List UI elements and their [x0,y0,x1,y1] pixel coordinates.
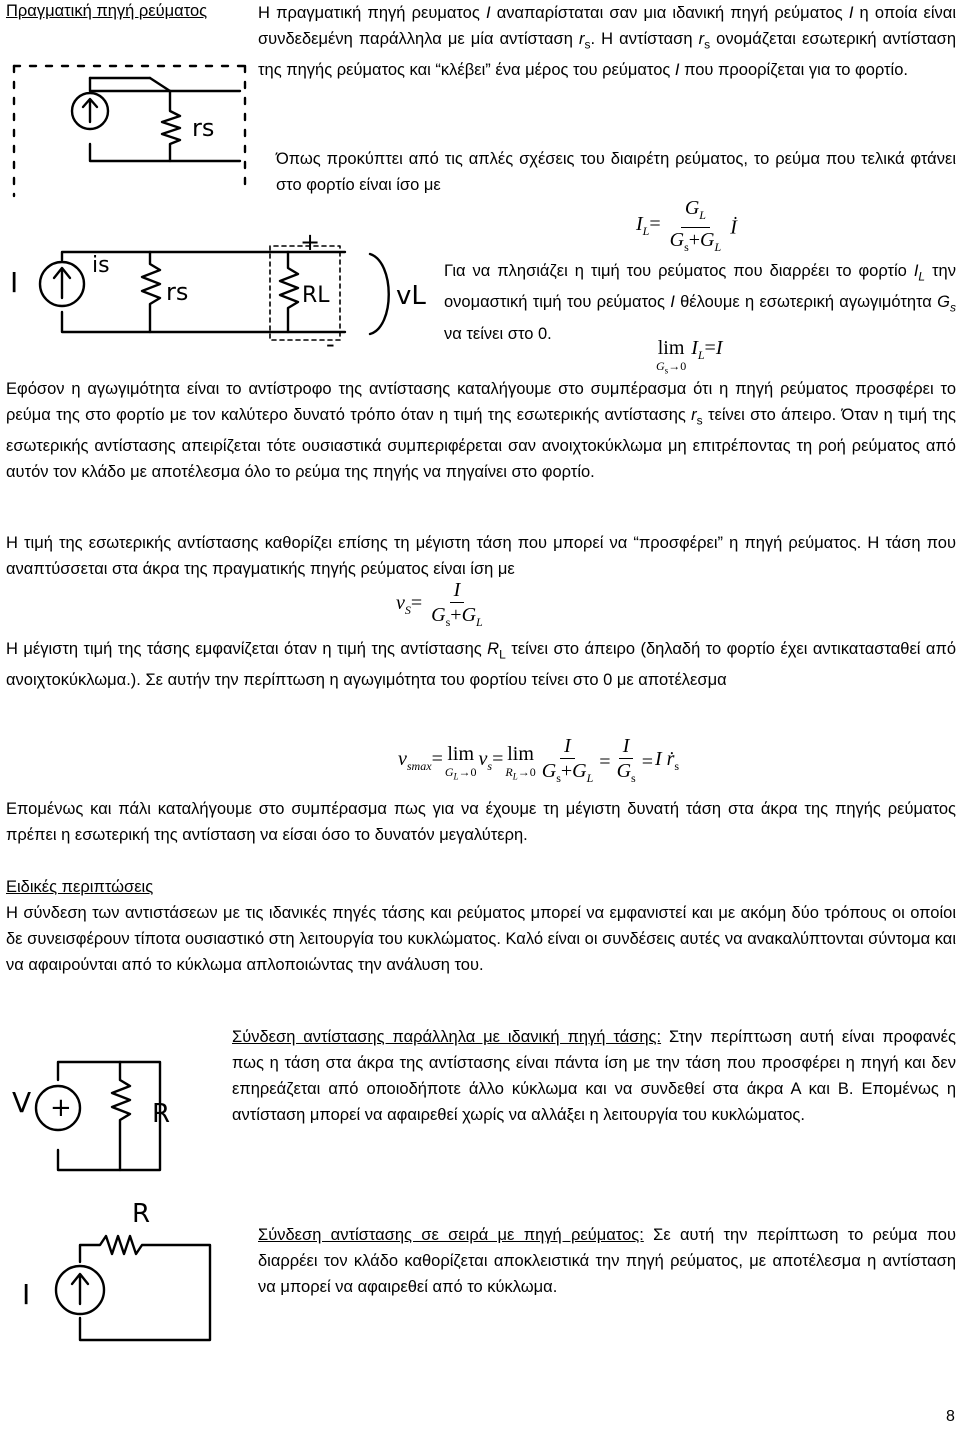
fig4-I-label: I [22,1278,31,1311]
paragraph-conclusion: Επομένως και πάλι καταλήγουμε στο συμπέρασμα πως για να έχουμε τη μέγιστη δυνατή τάση στα άκρα της πηγής ρεύματος πρέπει η εσωτερική της αντίσταση να είσαι όσο το δυνατόν μεγαλύτερη. [6,800,956,844]
rs-resistor-icon [142,252,160,332]
paragraph-ideal-condition: Για να πλησιάζει η τιμή του ρεύματος που διαρρέει το φορτίο $I_L$ την ονομαστική τιμή του ρεύματος I θέλουμε η εσωτερική αγωγιμότητα $G_s$ να τείνει στο 0. [444,262,956,343]
fig4-R-label: R [132,1199,151,1229]
section-title-special-cases: Ειδικές περιπτώσεις [6,878,154,896]
bottom-wire [90,144,240,161]
paragraph-current-divider: Όπως προκύπτει από τις απλές σχέσεις του διαιρέτη ρεύματος, το ρεύμα που τελικά φτάνει στο φορτίο είναι ίσο με [276,150,956,194]
fig2-I-label: I [10,266,19,299]
resistor-icon [162,91,180,161]
paragraph-open-circuit: Η μέγιστη τιμή της τάσης εμφανίζεται όταν η τιμή της αντίστασης $R_L$ τείνει στο άπειρο (δηλαδή το φορτίο έχει αντικατασταθεί από ανοιχτοκύκλωμα.). Σε αυτήν την περίπτωση η αγωγιμότητα του φορτίου τείνει στο 0 με αποτέλεσμα [6,640,957,690]
fig2-RL-label: RL [302,283,330,308]
paragraph-case-series-current: Σύνδεση αντίστασης σε σειρά με πηγή ρεύματος: Σε αυτή την περίπτωση το ρεύμα που διαρρέει τον κλάδο καθορίζεται αποκλειστικά την πηγή ρεύματος, με αποτέλεσμα η αντίσταση να μπορεί να αφαιρεθεί από το κύκλωμα. [258,1226,957,1296]
fig2-is-label: is [92,253,110,278]
fig3-plus: + [50,1093,72,1123]
fig2-plus: + [300,228,321,256]
page-number: 8 [946,1408,955,1425]
figure-current-source-with-load [0,222,440,357]
equation-source-voltage: $v_S=$ $\frac{I}{G_s+G_L}$ [396,579,483,629]
equation-load-current: $I_L=$ $\frac{G_L}{G_s+G_L}$ İ [636,197,737,254]
fig3-v-label: V [12,1086,32,1119]
section-title-real-current-source: Πραγματική πηγή ρεύματος [6,2,208,20]
paragraph-case-parallel-voltage: Σύνδεση αντίστασης παράλληλα με ιδανική πηγή τάσης: Στην περίπτωση αυτή είναι προφανές πως η τάση στα άκρα της αντίστασης είναι πάντα ίση με την τάση που προσφέρει η πηγή και δεν επηρεάζεται από οποιοδήποτε άλλο κύκλωμα και να συνδεθεί στα άκρα Α και Β. Επομένως η αντίσταση μπορεί να αφαιρεθεί χωρίς να αλλάξει η λειτουργία του κυκλώματος. [232,1028,956,1124]
fig1-rs-label: rs [192,114,215,142]
figure-resistor-series-current-source [0,1200,250,1350]
equation-limit-load-current: lim $G_s\to 0$ $I_L=I$ [656,337,723,376]
case1-title: Σύνδεση αντίστασης παράλληλα με ιδανική πηγή τάσης: [232,1028,662,1046]
resistor-icon [112,1062,130,1170]
figure-resistor-parallel-voltage-source [0,1050,210,1180]
paragraph-max-voltage: Η τιμή της εσωτερικής αντίστασης καθορίζει επίσης τη μέγιστη τάση που μπορεί να “προσφέρει” η πηγή ρεύματος. Η τάση που αναπτύσσεται στα άκρα της πραγματικής πηγής ρεύματος είναι ίση με [6,534,956,578]
RL-resistor-icon [280,252,298,332]
paragraph-intro: Η πραγματική πηγή ρευματος I αναπαρίσταται σαν μια ιδανική πηγή ρεύματος I η οποία είναι συνδεδεμένη παράλληλα με μία αντίσταση $r_s$. Η αντίσταση $r_s$ ονομάζεται εσωτερική αντίσταση της πηγής ρεύματος και “κλέβει” ένα μέρος του ρεύματος I που προορίζεται για το φορτίο. [258,4,956,80]
fig2-rs-label: rs [166,278,189,306]
case2-title: Σύνδεση αντίστασης σε σειρά με πηγή ρεύματος: [258,1226,644,1244]
fig3-R-label: R [152,1099,171,1129]
paragraph-infinite-resistance: Εφόσον η αγωγιμότητα είναι το αντίστροφο της αντίστασης καταλήγουμε στο συμπέρασμα ότι η πηγή ρεύματος προσφέρει το ρεύμα της στο φορτίο με τον καλύτερο δυνατό τρόπο όταν η τιμή της εσωτερικής αντίστασης $r_s$ τείνει στο άπειρο. Όταν η τιμή της εσωτερικής αντίστασης απειρίζεται τότε ουσιαστικά συμπεριφέρεται σαν ανοιχτοκύκλωμα μη επιτρέποντας τη ροή ρεύματος από αυτόν τον κλάδο με αποτέλεσμα όλο το ρεύμα της πηγής να πηγαίνει στο φορτίο. [6,380,956,482]
fig2-minus: - [326,330,335,358]
fig2-v-label: vL [396,281,426,311]
paragraph-special-cases: Η σύνδεση των αντιστάσεων με τις ιδανικές πηγές τάσης και ρεύματος μπορεί να εμφανιστεί και με ακόμη δύο τρόπους οι οποίοι δε συνεισφέρουν τίποτα ουσιαστικό στη λειτουργία του κυκλώματος. Καλό είναι οι συνδέσεις αυτές να ανακαλύπτονται σύντομα και να αφαιρούνται από το κύκλωμα απλοποιώντας την ανάλυση του. [6,904,956,974]
voltage-bracket [370,254,389,334]
equation-max-voltage: $v_{smax}=$ lim $G_L\to 0$ $v_s=$ lim $R_L\to 0$ $\frac{I}{G_s+G_L}$ = $\frac{I}{G_s}$ = I ṙ$_s$ [398,735,680,785]
figure-real-current-source-sketch [0,36,250,196]
